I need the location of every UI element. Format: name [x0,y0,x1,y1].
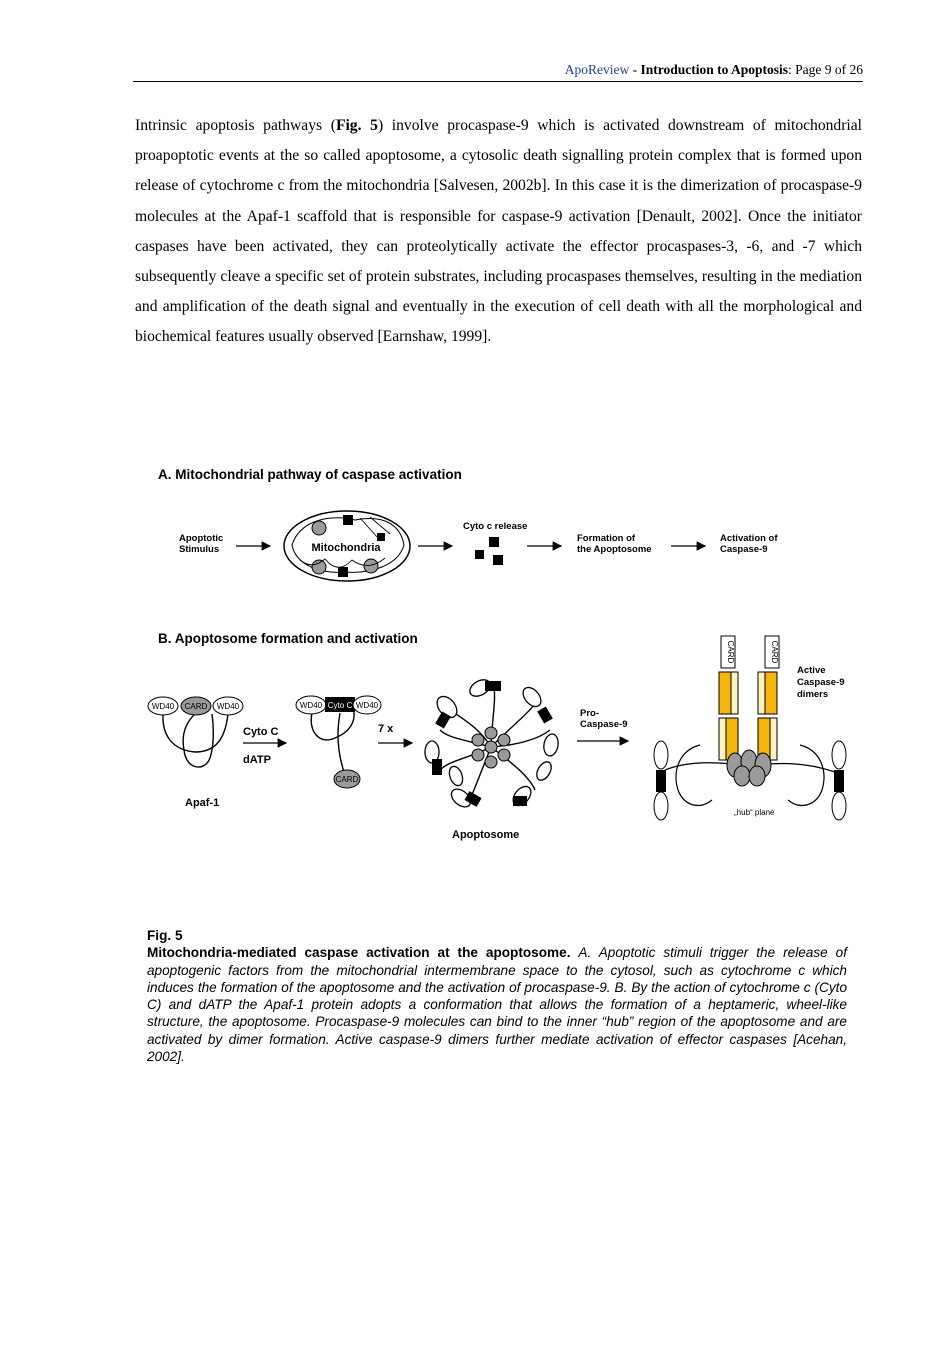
cytochrome-c-squares [475,537,503,565]
procaspase-label-1: Pro- [580,708,599,719]
figure-reference: Fig. 5 [335,117,378,134]
caption-paragraph [147,944,847,1065]
active-label-2: Caspase-9 [797,677,845,688]
header-title: Introduction to Apoptosis [640,62,788,77]
stimulus-label-2: Stimulus [179,544,220,555]
active-label-3: dimers [797,689,829,700]
active-label-1: Active [797,665,826,676]
apoptosome-wheel [425,676,560,810]
header-page: : Page 9 of 26 [788,62,863,77]
mitochondria-label: Mitochondria [311,542,381,554]
datp-label: dATP [243,754,271,766]
paragraph-text-2: ) involve procaspase-9 which is activated downstream of mitochondrial proapoptotic events at the so called apoptosome, a cytosolic death signalling protein complex that is formed upon release of cytochrome c from the mitochondria [Salvesen, 2002b]. In this case it is the dimerization of procaspase-9 molecules at the Apaf-1 scaffold that is responsible for caspase-9 activation [Denault, 2002]. Once the initiator caspases have been activated, they can proteolytically activate the effector procaspases-3, -6, and -7 which subsequently cleave a specific set of protein substrates, including procaspases themselves, resulting in the mediation and amplification of the death signal and eventually in the execution of cell death with all the morphological and biochemical features usually observed [Earnshaw, 1999]. [135,117,863,346]
activated-apaf1 [296,696,381,788]
header-separator: - [629,62,641,77]
wd40-label-d: WD40 [355,701,379,710]
activation-label-2: Caspase-9 [720,544,768,555]
card-label-a: CARD [184,702,208,711]
caption-text: A. Apoptotic stimuli trigger the release of apoptogenic factors from the mitochondrial intermembrane space to the cytosol, such as cytochrome c which induces the formation of the apoptosome and the activation of procaspase-9. B. By the action of cytochrome c (Cyto C) and dATP the Apaf-1 protein adopts a conformation that allows the formation of a heptameric, wheel-like structure, the apoptosome. Procaspase-9 molecules can bind to the inner “hub” region of the apoptosome and are activated by dimer formation. Active caspase-9 dimers further mediate activation of effector caspases [Acehan, 2002]. [147,945,847,1065]
apaf1-label: Apaf-1 [185,797,220,809]
caption-title: Mitochondria-mediated caspase activation at the apoptosome. [147,945,571,961]
cyto-c-release-label: Cyto c release [463,521,528,532]
caption-fig-number: Fig. 5 [147,928,183,943]
paragraph-text-1: Intrinsic apoptosis pathways ( [135,117,336,134]
cyto-c-label: Cyto C [243,726,279,738]
wd40-label-a: WD40 [151,702,175,711]
stimulus-label-1: Apoptotic [179,533,224,544]
figure-caption [147,927,847,1065]
header-site: ApoReview [564,62,630,77]
activation-label-1: Activation of [720,533,778,544]
formation-label-2: the Apoptosome [577,544,652,555]
panel-a-title: A. Mitochondrial pathway of caspase activation [158,467,462,482]
card-label-b: CARD [335,775,359,784]
active-caspase9-dimers [654,636,846,820]
seven-x-label: 7 x [378,723,394,735]
vert-card-1: CARD [726,640,735,664]
vert-card-2: CARD [770,640,779,664]
mitochondrion [284,511,410,581]
apaf1-monomer [148,697,243,767]
hub-plane-label: „hub“ plane [734,808,775,817]
formation-label-1: Formation of [577,533,636,544]
apoptosome-label: Apoptosome [452,829,520,841]
wd40-label-c: WD40 [299,701,323,710]
wd40-label-b: WD40 [216,702,240,711]
cyto-c-box-label: Cyto C [327,701,353,710]
panel-b-title: B. Apoptosome formation and activation [158,631,418,646]
procaspase-label-2: Caspase-9 [580,719,628,730]
